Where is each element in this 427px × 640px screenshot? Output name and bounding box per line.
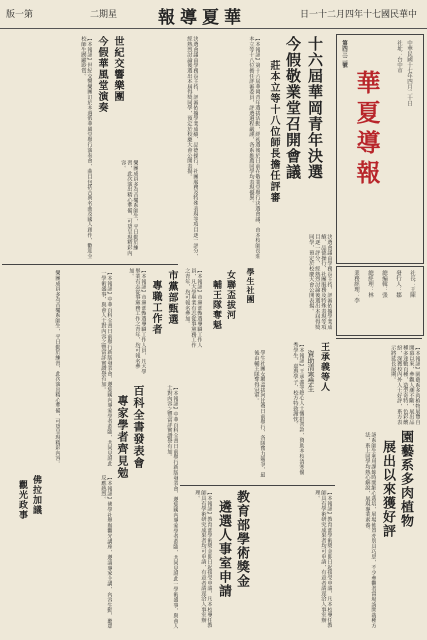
divider-right [336, 338, 422, 339]
baike-headline-1: 百科全書發表會 [132, 385, 145, 469]
girls-headline-1: 女聯盃拔河 [225, 270, 235, 320]
party-headline-1: 市黨部甄選 [166, 270, 177, 325]
main-headline-1: 十六屆華岡青年決選 [306, 36, 324, 180]
article-baike-1: 【本報訊】中華百科全書日前舉行新版發表會，邀集國內專家學者蒞臨，共同見證此一學術盛事，與會人士對內容之豐富詳實讚譽有加。 [165, 385, 178, 629]
girls-headline-2: 輔王隊奪魁 [211, 280, 221, 330]
directory-3: 總編輯：張 [381, 270, 387, 298]
article-edu-2: 【本報訊】教育部學術獎金即日起接受申請，凡本校專任教師具有學術研究成果者均可申請，有意者請逕洽人事室辦理。 [193, 490, 212, 628]
baike-headline-2: 專家學者齊見勉 [116, 395, 129, 479]
student-label: 學生社團 [246, 268, 256, 304]
article-horti-1: 【本報訊】園藝系多肉植物展覽自開幕以來，參觀人潮不斷，展出品種多達數百種，造型奇特，色彩繽紛，深獲校內外人士好評，系方表示將延長展期。 [389, 345, 420, 425]
article-main-1: 【本報訊】第十六屆華岡青年選拔活動，經初選後於日前在敬業堂舉行決選會議，由本校師長莊本立等十八位擔任評審委員，評選過程嚴謹，各系推薦同學均表現優異。 [247, 36, 260, 259]
buddha-headline-1: 佛拉加議 [31, 475, 41, 515]
directory-4: 總經理：林 [367, 270, 373, 298]
wang-headline: 王承義等人 [319, 342, 329, 392]
directory-2: 發行人：鄒 [395, 270, 401, 298]
issue-number: 第四三二號 [341, 40, 347, 68]
horti-headline-1: 園藝系多肉植物 [398, 430, 413, 528]
paper-name: 報導夏華 [158, 8, 246, 28]
article-main-2: 決選會議由學務長主持，評審依據學業成績、品德操行、社團服務及特殊表現等項目逐一評分，經熱烈討論後選出本屆得獎同學，預定於校慶大會公開表揚。 [185, 36, 198, 259]
article-horti-2: 該系師生利用課餘時間細心栽培，展場佈置亦別具巧思，不少參觀者當場詢問栽種方法，系上同學均熱心解說，展現專業素養。 [363, 432, 376, 629]
directory-1: 社長：王陳 [409, 270, 415, 298]
buddha-headline-2: 觀光政事 [17, 480, 27, 520]
masthead-logo: 華夏導報 [352, 70, 381, 190]
directory-5: 業務經理：李 [353, 270, 359, 303]
edu-headline-1: 教育部學術獎金 [234, 490, 249, 588]
page-label: 版一第 [6, 10, 34, 20]
article-music-2: 樂團成員多為音樂系師生，平日勤於練習，此次演出精心準備，可望呈現精彩內容。 [119, 160, 138, 256]
article-baike-2: 【本報訊】中華百科全書日前舉行新版發表會，邀集國內專家學者蒞臨，共同見證此一學術盛事，與會人士對內容之豐富詳實讚譽有加。 [99, 270, 112, 467]
article-left-filler: 樂團成員多為音樂系師生，平日勤於練習，此次演出精心準備，可望呈現精彩內容。 [54, 270, 60, 467]
article-wang: 【本報訊】王承義等熱心人士慨捐善款，資助本校清寒優秀學生，嘉惠學子，校方特致謝忱。 [291, 342, 304, 475]
divider-left [2, 264, 178, 265]
edu-headline-2: 遴選人事室申請 [216, 500, 231, 598]
page-header [0, 0, 427, 29]
music-headline-1: 世紀交響樂團 [112, 36, 123, 102]
wang-subheadline: 資助清寒學生 [307, 350, 315, 392]
article-buddha: 【本報訊】佛學社舉辦觀光講座，邀請專家主講，內容生動，聽眾反應熱烈。 [99, 475, 112, 629]
horti-headline-2: 展出以來獲好評 [380, 440, 395, 538]
article-music-1: 【本報訊】世紀交響樂團訂於本週假華風堂舉行演奏會，曲目包括古典名曲及國人創作，歡迎全校師生踴躍聆賞。 [79, 36, 92, 259]
divider-edu [180, 485, 335, 486]
masthead-date: 中華民國十七年四月二十日 [406, 40, 412, 106]
weekday: 二期星 [90, 10, 118, 20]
masthead-address: 社址：台中市 [396, 40, 402, 73]
article-party-2: 【本報訊】市黨部甄選專職工作人員，凡大學畢業有志從事黨務工作之青年，均可報名參加。 [127, 268, 146, 374]
music-headline-2: 今假華風堂演奏 [96, 36, 107, 113]
issue-date: 日一十二月四年十七國民華中 [300, 10, 418, 20]
party-headline-2: 專職工作者 [150, 280, 161, 335]
article-party: 【本報訊】市黨部甄選專職工作人員，凡大學畢業有志從事黨務工作之青年，均可報名參加。 [183, 268, 202, 348]
main-subheadline: 莊本立等十八位師長擔任評審 [268, 60, 279, 203]
main-headline-2: 今假敬業堂召開會議 [284, 36, 302, 180]
article-edu-1: 【本報訊】教育部學術獎金即日起接受申請，凡本校專任教師具有學術研究成果者均可申請，有意者請逕洽人事室辦理。 [313, 490, 332, 628]
article-girls: 學生社團女聯盃拔河比賽日前舉行，各隊奮力競爭，最後由輔王隊奪得冠軍。 [252, 350, 265, 478]
article-main-3: 決選會議由學務長主持，評審依據學業成績、品德操行、社團服務及特殊表現等項目逐一評分，經熱烈討論後選出本屆得獎同學，預定於校慶大會公開表揚。 [307, 234, 332, 330]
